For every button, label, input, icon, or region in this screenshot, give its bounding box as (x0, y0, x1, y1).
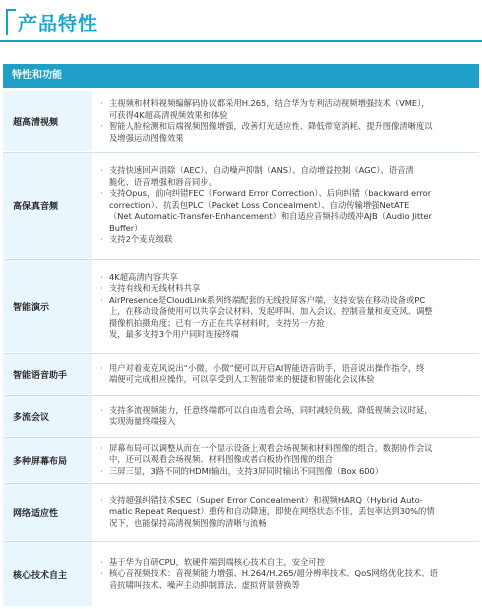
feature-row (3, 542, 479, 606)
bullet-line: 音抗啸叫技术、噪声主动抑制算法、虚拟背景替换等 (109, 579, 300, 590)
feature-description (92, 91, 479, 151)
feature-name: 高保真音频 (3, 153, 92, 258)
bullet-line: 发，最多支持3个用户同时连接终端 (109, 329, 239, 339)
feature-bullet (98, 283, 479, 295)
bullet-line: · 三屏三显，3路不同的HDMI输出，支持3屏同时输出不同图像（Box 600） (109, 465, 384, 476)
bullet-line: · 智能人脸检测和后端视频图像增强，改善灯光适应性、降低带宽消耗、提升图像清晰度以 (109, 121, 433, 131)
feature-row (3, 354, 479, 394)
bullet-line: 可获得4K超高清视频效果和体验 (109, 109, 228, 120)
feature-description (92, 153, 479, 258)
feature-name: 多流会议 (3, 396, 92, 436)
feature-bullet (98, 557, 479, 569)
bullet-line: · 支持有线和无线材料共享 (109, 283, 201, 293)
feature-name: 网络适应性 (3, 484, 92, 540)
title-underline (0, 40, 482, 42)
feature-row (3, 396, 479, 436)
page-title: 产品特性 (18, 13, 99, 35)
bullet-line: 中，还可以观看会场视频、材料图像或者白板协作图像的组合 (109, 454, 334, 465)
feature-bullet (98, 363, 479, 386)
bullet-line: 端便可完成相应操作，可以享受到人工智能带来的便捷和智能化会议体验 (109, 374, 375, 384)
bullet-line: · 支持2个麦克级联 (109, 234, 173, 245)
title-bar (0, 0, 482, 50)
bullet-line: · 屏幕布局可以调整从而在一个显示设备上观看会场视频和材料图像的组合。数据协作会议 (109, 442, 433, 453)
feature-description (92, 260, 479, 352)
bullet-line: · 4K超高清内容共享 (109, 271, 178, 282)
feature-name: 多种屏幕布局 (3, 438, 92, 482)
feature-row (3, 91, 479, 151)
feature-bullet (98, 466, 479, 478)
bullet-line: 及增强运动图像效果 (109, 132, 184, 143)
bullet-line: 况下，也能保持高清视频图像的清晰与流畅 (109, 517, 267, 528)
bullet-line: Buffer） (109, 222, 143, 233)
feature-description (92, 438, 479, 482)
bullet-line: 摄像机拍摄角度；已有一方正在共享材料时，支持另一方抢 (109, 317, 325, 328)
bullet-line: 脆化、语音增强和唇音同步。 (109, 176, 217, 187)
bullet-line: 实现海量终端接入 (109, 416, 176, 426)
feature-name: 超高清视频 (3, 91, 92, 151)
feature-bullet (98, 295, 479, 341)
bullet-line: matic Repeat Request）重传和自动降速，即使在网络状态不佳，丢包率达到30%的情 (109, 506, 435, 517)
bullet-line: · 支持快速回声消除（AEC）、自动噪声抑制（ANS）、自动增益控制（AGC）、语音清 (109, 165, 414, 176)
bullet-line: （Net Automatic-Transfer-Enhancement）和自适应音频抖动缓冲AJB（Audio Jitter (109, 211, 432, 222)
bullet-line: · AirPresence是CloudLink系列终端配套的无线投屏客户端，支持安装在移动设备或PC (109, 294, 426, 305)
feature-bullet (98, 495, 479, 530)
feature-bullet (98, 568, 479, 591)
feature-bullet (98, 188, 479, 234)
feature-description (92, 354, 479, 394)
feature-bullet (98, 121, 479, 144)
bullet-line: · 支持超强纠错技术SEC（Super Error Concealment）和视频HARQ（Hybrid Auto- (109, 494, 423, 505)
feature-row (3, 153, 479, 258)
feature-row (3, 438, 479, 482)
feature-name: 智能演示 (3, 260, 92, 352)
bullet-line: · 基于华为自研CPU，软硬件端到端核心技术自主，安全可控 (109, 556, 325, 567)
feature-name: 核心技术自主 (3, 542, 92, 606)
bullet-line: · 用户对着麦克风说出“小微，小微”便可以开启AI智能语音助手，语音说出操作指令，终 (109, 362, 425, 373)
bullet-line: correction）、抗丢包PLC（Packet Loss Concealment）、自动传输增强NetATE (109, 199, 410, 210)
feature-description (92, 542, 479, 606)
bullet-line: · 支持Opus，前向纠错FEC（Forward Error Correction）、后向纠错（backward error (109, 188, 432, 199)
feature-bullet (98, 234, 479, 246)
bullet-line: · 主视频和材料视频编解码协议都采用H.265，结合华为专利活动视频增强技术（VME）， (109, 98, 430, 108)
feature-bullet (98, 405, 479, 428)
feature-bullet (98, 443, 479, 466)
bullet-line: 上，在移动设备使用可以共享会议材料、发起呼叫、加入会议、控制音量和麦克风、调整 (109, 306, 433, 316)
feature-name: 智能语音助手 (3, 354, 92, 394)
feature-bullet (98, 98, 479, 121)
feature-row (3, 484, 479, 540)
section-header: 特性和功能 (3, 64, 479, 88)
feature-bullet (98, 272, 479, 284)
feature-description (92, 484, 479, 540)
feature-description (92, 396, 479, 436)
bullet-line: · 支持多流视频能力，任意终端都可以自由选看会场，同时减轻负载，降低视频会议时延， (109, 404, 433, 415)
feature-bullet (98, 165, 479, 188)
title-bracket-decoration (6, 9, 16, 35)
feature-row (3, 260, 479, 352)
bullet-line: · 核心音视频技术：音视频能力增强、H.264/H.265/超分辨率技术、QoS网络优化技术、语 (109, 568, 438, 579)
